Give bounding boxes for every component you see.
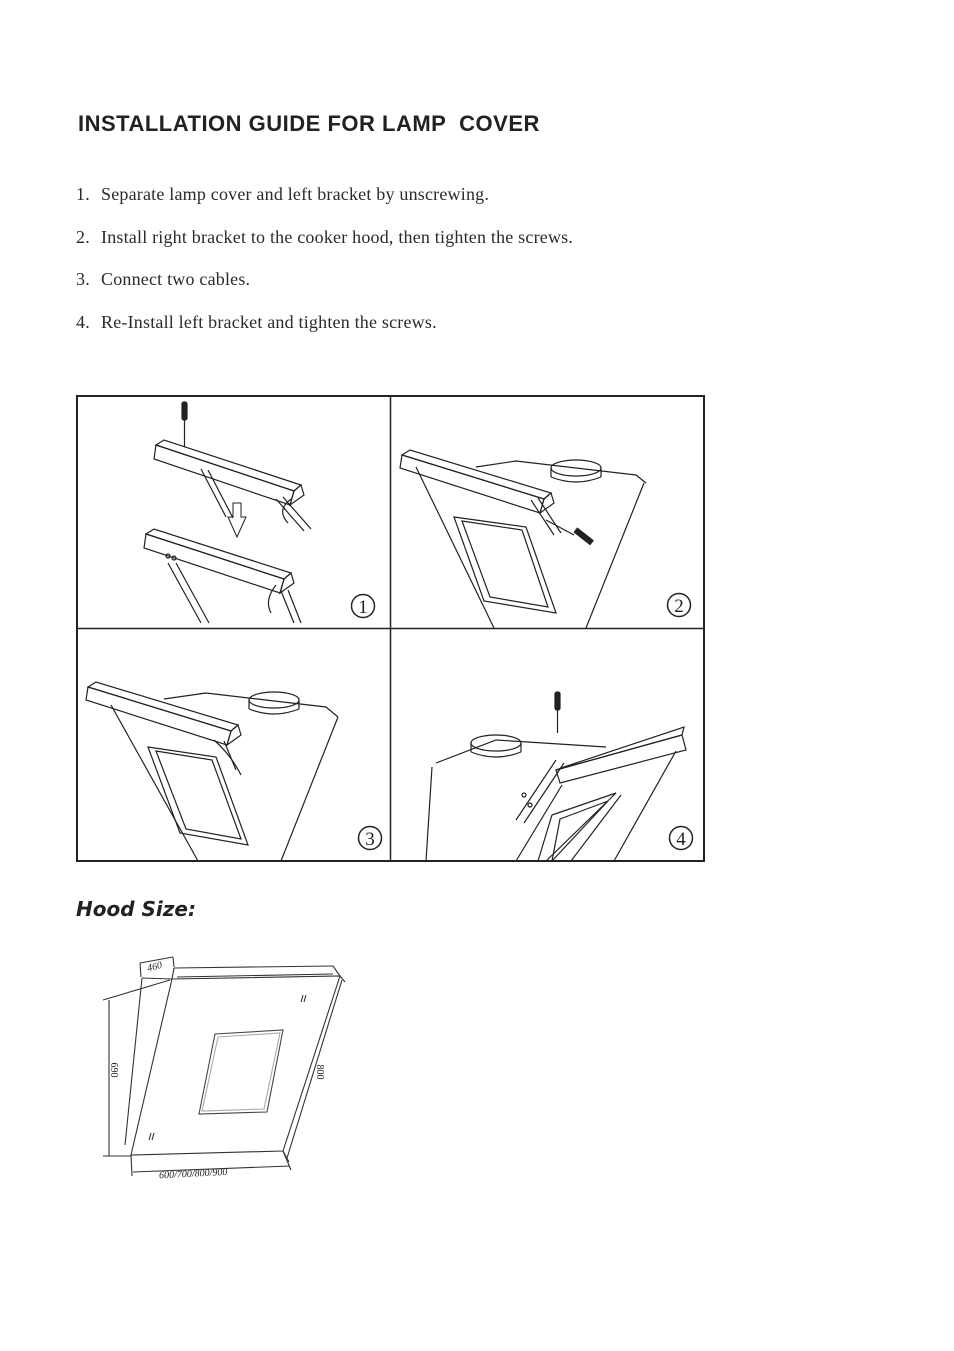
step-item — [76, 269, 573, 312]
step-number: 1. — [76, 184, 90, 204]
figure-label-2: 2 — [674, 596, 684, 617]
step-number: 2. — [76, 226, 90, 247]
page-title: INSTALLATION GUIDE FOR LAMP COVER — [78, 111, 540, 136]
hood-depth-label: 460 — [146, 959, 164, 975]
step-text: Install right bracket to the cooker hood, then tighten the screws. — [101, 226, 574, 247]
hood-diagonal-label: 800 — [314, 1064, 325, 1080]
step-number: 4. — [76, 311, 90, 332]
instruction-steps — [76, 184, 573, 354]
installation-figure-grid — [76, 395, 705, 862]
step-item — [76, 227, 573, 270]
step-number: 3. — [76, 269, 90, 289]
step-text: Re-Install left bracket and tighten the screws. — [101, 311, 437, 332]
hood-size-diagram — [95, 950, 365, 1185]
step-text: Separate lamp cover and left bracket by unscrewing. — [101, 184, 490, 204]
figure-label-1: 1 — [358, 597, 368, 618]
hood-height-label: 690 — [108, 1062, 119, 1078]
step-item — [76, 312, 573, 355]
figure-label-3: 3 — [365, 829, 375, 850]
hood-size-heading: Hood Size: — [76, 897, 196, 921]
step-item — [76, 184, 573, 227]
figure-label-4: 4 — [676, 829, 686, 850]
step-text: Connect two cables. — [101, 269, 251, 289]
hood-width-label: 600/700/800/900 — [158, 1166, 228, 1182]
